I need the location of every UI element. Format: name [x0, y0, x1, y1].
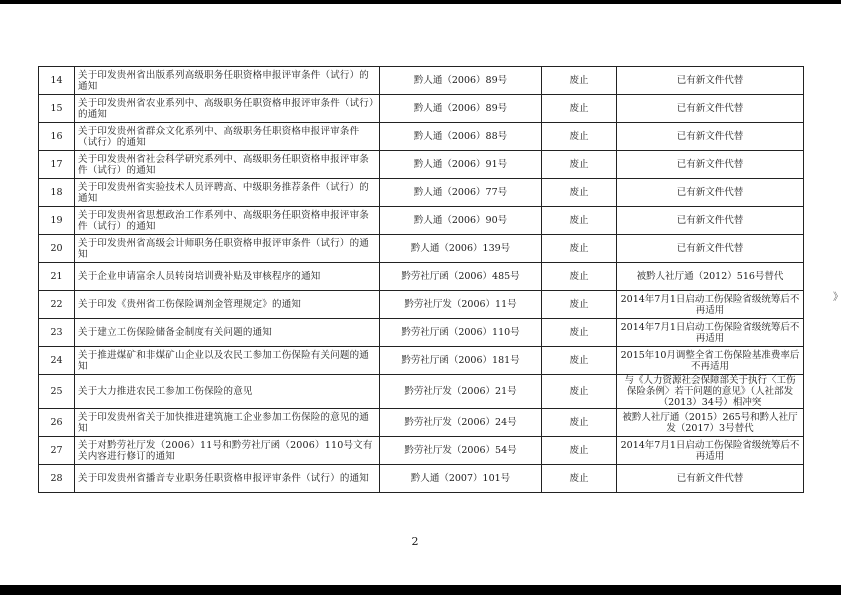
- document-status: 废止: [542, 319, 617, 347]
- document-status: 废止: [542, 465, 617, 493]
- table-row: [39, 67, 804, 95]
- document-remark: 已有新文件代替: [617, 67, 804, 95]
- table-row: [39, 179, 804, 207]
- table-row: [39, 123, 804, 151]
- table-row: [39, 437, 804, 465]
- document-number: 黔劳社厅发（2006）21号: [380, 375, 542, 409]
- document-remark: 已有新文件代替: [617, 95, 804, 123]
- document-status: 废止: [542, 409, 617, 437]
- document-number: 黔劳社厅发（2006）11号: [380, 291, 542, 319]
- row-number: 16: [39, 123, 75, 151]
- document-title: 关于印发贵州省出版系列高级职务任职资格申报评审条件（试行）的通知: [75, 67, 380, 95]
- table-row: [39, 465, 804, 493]
- document-title: 关于推进煤矿和非煤矿山企业以及农民工参加工伤保险有关问题的通知: [75, 347, 380, 375]
- table-body: [39, 67, 804, 493]
- abolished-documents-table: [38, 66, 804, 493]
- document-status: 废止: [542, 291, 617, 319]
- document-remark: 已有新文件代替: [617, 207, 804, 235]
- row-number: 27: [39, 437, 75, 465]
- document-title: 关于建立工伤保险储备金制度有关问题的通知: [75, 319, 380, 347]
- document-title: 关于印发贵州省农业系列中、高级职务任职资格申报评审条件（试行）的通知: [75, 95, 380, 123]
- document-number: 黔人通（2006）89号: [380, 67, 542, 95]
- document-remark: 与《人力资源社会保障部关于执行〈工伤保险条例〉若干问题的意见》（人社部发（2013）34号）相冲突: [617, 375, 804, 409]
- document-status: 废止: [542, 235, 617, 263]
- row-number: 18: [39, 179, 75, 207]
- document-number: 黔人通（2006）139号: [380, 235, 542, 263]
- document-number: 黔人通（2006）90号: [380, 207, 542, 235]
- document-remark: 被黔人社厅通（2012）516号替代: [617, 263, 804, 291]
- document-number: 黔人通（2006）88号: [380, 123, 542, 151]
- document-status: 废止: [542, 347, 617, 375]
- document-title: 关于印发贵州省思想政治工作系列中、高级职务任职资格申报评审条件（试行）的通知: [75, 207, 380, 235]
- document-remark: 2014年7月1日启动工伤保险省级统筹后不再适用: [617, 437, 804, 465]
- document-remark: 被黔人社厅通（2015）265号和黔人社厅发（2017）3号替代: [617, 409, 804, 437]
- document-title: 关于印发贵州省播音专业职务任职资格申报评审条件（试行）的通知: [75, 465, 380, 493]
- table-row: [39, 409, 804, 437]
- table-row: [39, 151, 804, 179]
- document-number: 黔人通（2006）91号: [380, 151, 542, 179]
- document-number: 黔劳社厅函（2006）110号: [380, 319, 542, 347]
- row-number: 19: [39, 207, 75, 235]
- row-number: 28: [39, 465, 75, 493]
- table-row: [39, 319, 804, 347]
- row-number: 14: [39, 67, 75, 95]
- document-number: 黔人通（2007）101号: [380, 465, 542, 493]
- document-title: 关于对黔劳社厅发（2006）11号和黔劳社厅函（2006）110号文有关内容进行修订的通知: [75, 437, 380, 465]
- document-status: 废止: [542, 151, 617, 179]
- table-row: [39, 263, 804, 291]
- top-scan-border: [0, 0, 841, 4]
- document-title: 关于印发贵州省群众文化系列中、高级职务任职资格申报评审条件（试行）的通知: [75, 123, 380, 151]
- document-status: 废止: [542, 375, 617, 409]
- table-row: [39, 95, 804, 123]
- table-row: [39, 235, 804, 263]
- document-number: 黔劳社厅函（2006）485号: [380, 263, 542, 291]
- document-title: 关于大力推进农民工参加工伤保险的意见: [75, 375, 380, 409]
- document-remark: 已有新文件代替: [617, 179, 804, 207]
- margin-mark: 》: [833, 292, 843, 303]
- document-status: 废止: [542, 123, 617, 151]
- document-title: 关于印发贵州省社会科学研究系列中、高级职务任职资格申报评审条件（试行）的通知: [75, 151, 380, 179]
- document-remark: 2014年7月1日启动工伤保险省级统筹后不再适用: [617, 319, 804, 347]
- row-number: 15: [39, 95, 75, 123]
- document-remark: 已有新文件代替: [617, 123, 804, 151]
- document-title: 关于印发贵州省实验技术人员评聘高、中级职务推荐条件（试行）的通知: [75, 179, 380, 207]
- document-number: 黔劳社厅发（2006）24号: [380, 409, 542, 437]
- document-number: 黔人通（2006）89号: [380, 95, 542, 123]
- document-remark: 2014年7月1日启动工伤保险省级统筹后不再适用: [617, 291, 804, 319]
- document-title: 关于企业申请富余人员转岗培训费补贴及审核程序的通知: [75, 263, 380, 291]
- table-row: [39, 375, 804, 409]
- document-remark: 已有新文件代替: [617, 235, 804, 263]
- row-number: 25: [39, 375, 75, 409]
- row-number: 17: [39, 151, 75, 179]
- document-status: 废止: [542, 95, 617, 123]
- document-remark: 已有新文件代替: [617, 151, 804, 179]
- document-number: 黔人通（2006）77号: [380, 179, 542, 207]
- document-number: 黔劳社厅发（2006）54号: [380, 437, 542, 465]
- row-number: 23: [39, 319, 75, 347]
- bottom-scan-border: [0, 585, 841, 595]
- document-title: 关于印发《贵州省工伤保险调剂金管理规定》的通知: [75, 291, 380, 319]
- document-title: 关于印发贵州省关于加快推进建筑施工企业参加工伤保险的意见的通知: [75, 409, 380, 437]
- document-remark: 已有新文件代替: [617, 465, 804, 493]
- document-number: 黔劳社厅函（2006）181号: [380, 347, 542, 375]
- row-number: 20: [39, 235, 75, 263]
- table-row: [39, 347, 804, 375]
- document-status: 废止: [542, 437, 617, 465]
- document-title: 关于印发贵州省高级会计师职务任职资格申报评审条件（试行）的通知: [75, 235, 380, 263]
- document-status: 废止: [542, 67, 617, 95]
- document-status: 废止: [542, 207, 617, 235]
- row-number: 21: [39, 263, 75, 291]
- row-number: 26: [39, 409, 75, 437]
- row-number: 22: [39, 291, 75, 319]
- row-number: 24: [39, 347, 75, 375]
- table-row: [39, 207, 804, 235]
- document-status: 废止: [542, 179, 617, 207]
- document-remark: 2015年10月调整全省工伤保险基准费率后不再适用: [617, 347, 804, 375]
- document-status: 废止: [542, 263, 617, 291]
- table-row: [39, 291, 804, 319]
- page-number: 2: [411, 535, 419, 548]
